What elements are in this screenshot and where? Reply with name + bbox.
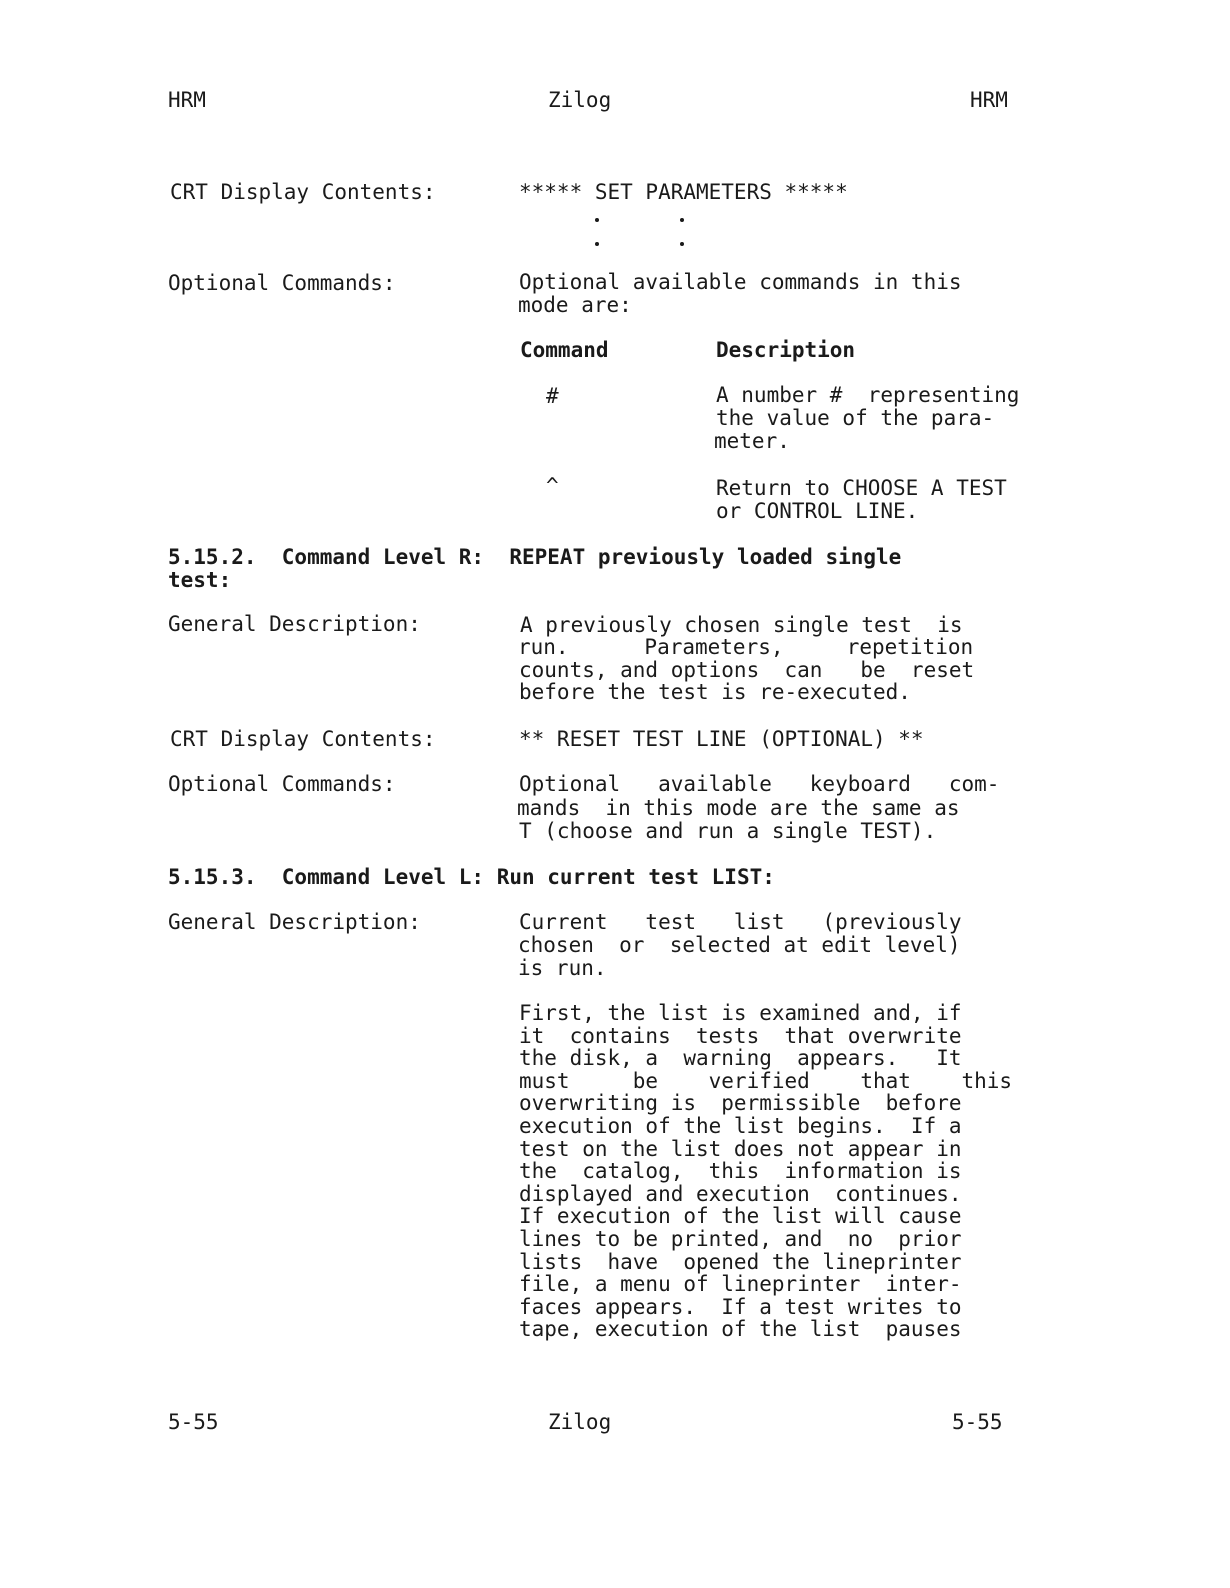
general-description-line: lines to be printed, and no prior <box>519 1227 962 1251</box>
general-description-line: overwriting is permissible before <box>519 1091 962 1116</box>
section-heading: 5.15.2. Command Level R: REPEAT previously loaded single <box>168 545 902 569</box>
ellipsis-dot <box>595 218 599 222</box>
optional-commands-text-line: mode are: <box>518 293 632 317</box>
ellipsis-dot <box>680 242 684 246</box>
header-left: HRM <box>168 88 206 112</box>
command-cell: # <box>546 384 559 408</box>
general-description-line: If execution of the list will cause <box>519 1204 962 1229</box>
header-center: Zilog <box>548 88 612 112</box>
general-description-line: tape, execution of the list pauses <box>519 1317 962 1342</box>
general-description-line: First, the list is examined and, if <box>519 1001 962 1025</box>
crt-display-value: ***** SET PARAMETERS ***** <box>519 180 848 204</box>
general-description-line: chosen or selected at edit level) <box>518 933 961 957</box>
general-description-line: run. Parameters, repetition <box>518 635 974 659</box>
ellipsis-dot <box>680 218 684 222</box>
footer-center: Zilog <box>548 1410 612 1434</box>
description-line: A number # representing <box>716 383 1020 407</box>
general-description-line: must be verified that this <box>519 1068 1013 1093</box>
general-description-line: test on the list does not appear in <box>519 1136 962 1161</box>
general-description-line: is run. <box>518 956 607 980</box>
optional-commands-text-line: Optional available keyboard com- <box>519 772 1000 796</box>
table-header-command: Command <box>520 338 609 362</box>
description-line: Return to CHOOSE A TEST <box>716 476 1007 500</box>
command-cell: ^ <box>546 474 559 498</box>
general-description-line: before the test is re-executed. <box>519 680 911 704</box>
section-heading-continued: test: <box>168 568 232 592</box>
footer-page-right: 5-55 <box>952 1410 1003 1434</box>
ellipsis-dot <box>595 242 599 246</box>
general-description-line: Current test list (previously <box>519 910 962 934</box>
general-description-line: lists have opened the lineprinter <box>519 1249 962 1274</box>
general-description-label: General Description: <box>168 910 421 934</box>
general-description-line: the disk, a warning appears. It <box>519 1046 962 1071</box>
general-description-label: General Description: <box>168 612 421 636</box>
optional-commands-text-line: T (choose and run a single TEST). <box>519 819 937 843</box>
optional-commands-text-line: Optional available commands in this <box>519 270 962 294</box>
description-line: or CONTROL LINE. <box>716 499 919 523</box>
description-line: meter. <box>714 429 790 453</box>
optional-commands-label: Optional Commands: <box>168 772 396 796</box>
crt-display-label: CRT Display Contents: <box>170 180 436 204</box>
table-header-description: Description <box>716 338 856 362</box>
general-description-line: the catalog, this information is <box>519 1159 962 1184</box>
crt-display-label: CRT Display Contents: <box>170 727 436 751</box>
general-description-line: it contains tests that overwrite <box>519 1023 962 1048</box>
general-description-line: A previously chosen single test is <box>520 613 963 637</box>
footer-page-left: 5-55 <box>168 1410 219 1434</box>
general-description-line: faces appears. If a test writes to <box>519 1294 962 1319</box>
general-description-line: execution of the list begins. If a <box>519 1114 962 1138</box>
general-description-line: file, a menu of lineprinter inter- <box>519 1272 962 1297</box>
general-description-line: displayed and execution continues. <box>519 1181 962 1206</box>
crt-display-value: ** RESET TEST LINE (OPTIONAL) ** <box>519 727 924 751</box>
description-line: the value of the para- <box>716 406 995 430</box>
general-description-line: counts, and options can be reset <box>519 658 975 682</box>
section-heading: 5.15.3. Command Level L: Run current test LIST: <box>168 865 775 889</box>
header-right: HRM <box>970 88 1008 112</box>
optional-commands-text-line: mands in this mode are the same as <box>517 796 960 820</box>
optional-commands-label: Optional Commands: <box>168 271 396 295</box>
